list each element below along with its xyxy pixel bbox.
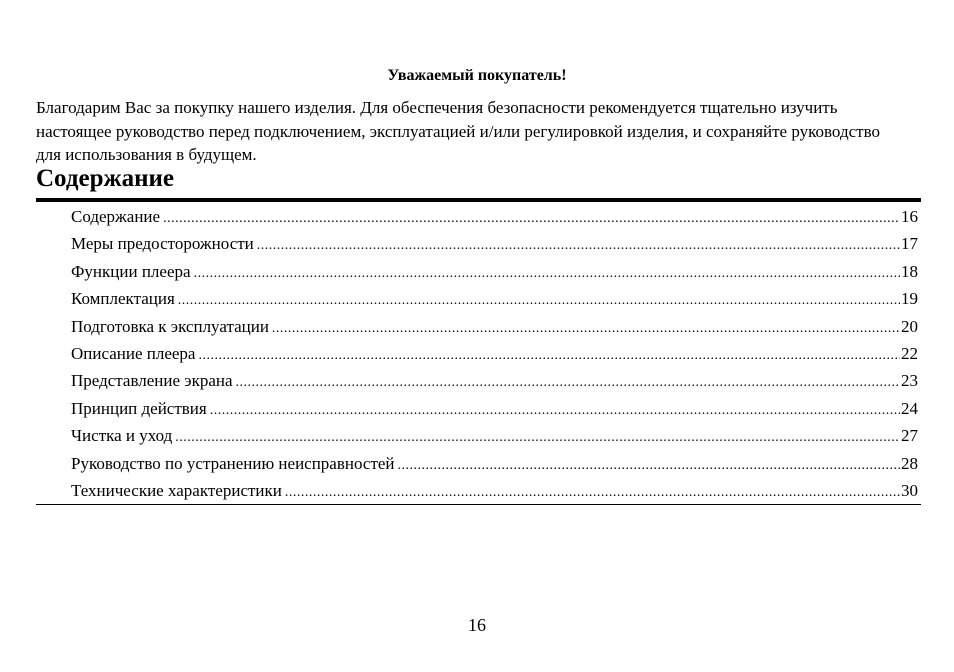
toc-dot-leader [163,207,900,231]
toc-entry-contents[interactable] [71,205,918,232]
toc-entry-preparation[interactable] [71,315,918,342]
toc-dot-leader [194,262,900,286]
toc-dot-leader [285,481,900,505]
toc-dot-leader [398,454,900,478]
heading-divider [36,198,921,202]
toc-entry-title: Принцип действия [71,398,207,418]
toc-heading: Содержание [36,165,175,192]
toc-list [71,205,918,506]
toc-entry-page: 17 [901,234,918,254]
toc-entry-page: 16 [901,207,918,226]
toc-entry-title: Руководство по устранению неисправностей [71,453,395,473]
toc-entry-player-description[interactable] [71,342,918,369]
toc-entry-title: Технические характеристики [71,480,282,500]
toc-entry-package-contents[interactable] [71,287,918,314]
toc-dot-leader [210,399,900,423]
toc-entry-title: Чистка и уход [71,426,173,446]
page-number: 16 [468,615,486,635]
toc-entry-title: Представление экрана [71,371,233,391]
toc-dot-leader [236,371,900,395]
intro-paragraph: Благодарим Вас за покупку нашего изделия. Для обеспечения безопасности рекомендуется тщательно изучить настоящее руководство перед подключением, эксплуатацией и/или регулировкой изделия, и сохраняйте руководство для использования в будущем. [36,98,880,164]
toc-entry-specifications[interactable] [71,479,918,506]
toc-entry-page: 18 [901,261,918,281]
toc-entry-screen-view[interactable] [71,369,918,396]
toc-entry-page: 20 [901,316,918,336]
toc-dot-leader [257,234,900,258]
toc-entry-care[interactable] [71,424,918,451]
toc-entry-title: Функции плеера [71,261,191,281]
toc-entry-title: Описание плеера [71,343,196,363]
toc-entry-page: 23 [901,371,918,391]
toc-entry-page: 19 [901,289,918,309]
toc-entry-player-features[interactable] [71,260,918,287]
toc-dot-leader [178,289,900,313]
toc-entry-title: Меры предосторожности [71,234,254,254]
toc-entry-troubleshooting[interactable] [71,452,918,479]
toc-entry-operation[interactable] [71,397,918,424]
toc-entry-title: Комплектация [71,289,175,309]
greeting-heading: Уважаемый покупатель! [387,67,567,84]
toc-entry-page: 28 [901,453,918,473]
toc-entry-precautions[interactable] [71,232,918,259]
toc-entry-page: 22 [901,343,918,363]
toc-entry-title: Подготовка к эксплуатации [71,316,269,336]
toc-bottom-divider [36,504,921,505]
toc-entry-title: Содержание [71,207,161,226]
toc-dot-leader [272,317,900,341]
toc-dot-leader [175,426,900,450]
toc-dot-leader [198,344,900,368]
toc-entry-page: 24 [901,398,918,418]
toc-entry-page: 27 [901,426,918,446]
toc-entry-page: 30 [901,480,918,500]
